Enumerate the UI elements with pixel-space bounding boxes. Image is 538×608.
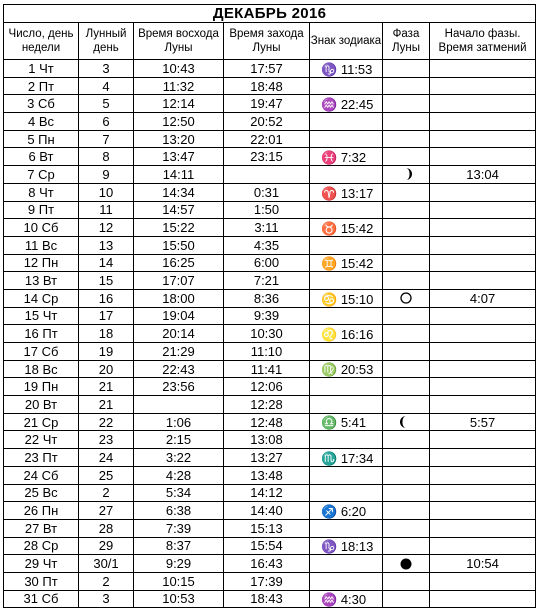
cell-moonset: 18:43 bbox=[224, 590, 310, 608]
cell-lunar-day: 30/1 bbox=[79, 555, 134, 573]
cell-day: 11 Вс bbox=[4, 236, 79, 254]
table-row bbox=[4, 537, 536, 555]
cell-zodiac bbox=[310, 289, 383, 307]
cell-lunar-day: 9 bbox=[79, 166, 134, 184]
cell-phase bbox=[383, 555, 430, 573]
cell-phase-time: 5:57 bbox=[430, 413, 536, 431]
cell-day: 28 Ср bbox=[4, 537, 79, 555]
zodiac-sign-icon: ♏ bbox=[321, 450, 338, 466]
zodiac-time: 7:32 bbox=[340, 150, 367, 166]
cell-phase-time bbox=[430, 148, 536, 166]
cell-phase bbox=[383, 537, 430, 555]
cell-lunar-day: 22 bbox=[79, 413, 134, 431]
cell-phase bbox=[383, 431, 430, 449]
zodiac-sign-icon: ♑ bbox=[321, 539, 338, 555]
cell-day: 6 Вт bbox=[4, 148, 79, 166]
zodiac-sign-icon: ♒ bbox=[321, 97, 338, 113]
cell-moonrise: 20:14 bbox=[134, 325, 224, 343]
zodiac-sign-icon: ♍ bbox=[321, 362, 338, 378]
cell-moonrise: 2:15 bbox=[134, 431, 224, 449]
table-row bbox=[4, 449, 536, 467]
cell-lunar-day: 11 bbox=[79, 201, 134, 219]
cell-zodiac bbox=[310, 166, 383, 184]
zodiac-sign-icon: ♉ bbox=[321, 220, 338, 236]
cell-phase bbox=[383, 449, 430, 467]
cell-phase bbox=[383, 502, 430, 520]
cell-lunar-day: 23 bbox=[79, 431, 134, 449]
table-row bbox=[4, 378, 536, 396]
zodiac-time: 6:20 bbox=[340, 503, 367, 519]
cell-lunar-day: 25 bbox=[79, 466, 134, 484]
last-quarter-moon-icon bbox=[399, 415, 413, 429]
cell-lunar-day: 27 bbox=[79, 502, 134, 520]
cell-day: 27 Вт bbox=[4, 519, 79, 537]
cell-zodiac bbox=[310, 466, 383, 484]
cell-moonset: 18:48 bbox=[224, 77, 310, 95]
table-title: ДЕКАБРЬ 2016 bbox=[4, 5, 536, 23]
cell-day: 5 Пн bbox=[4, 130, 79, 148]
cell-phase bbox=[383, 148, 430, 166]
cell-zodiac bbox=[310, 449, 383, 467]
cell-zodiac bbox=[310, 519, 383, 537]
cell-moonrise: 12:50 bbox=[134, 113, 224, 131]
table-row bbox=[4, 502, 536, 520]
cell-lunar-day: 3 bbox=[79, 590, 134, 608]
cell-zodiac bbox=[310, 130, 383, 148]
cell-phase-time: 13:04 bbox=[430, 166, 536, 184]
cell-zodiac bbox=[310, 502, 383, 520]
cell-phase-time bbox=[430, 519, 536, 537]
cell-day: 16 Пт bbox=[4, 325, 79, 343]
cell-moonset: 12:06 bbox=[224, 378, 310, 396]
cell-day: 14 Ср bbox=[4, 289, 79, 307]
cell-phase bbox=[383, 77, 430, 95]
cell-day: 10 Сб bbox=[4, 219, 79, 237]
zodiac-time: 5:41 bbox=[340, 415, 367, 431]
cell-phase-time bbox=[430, 484, 536, 502]
cell-phase-time bbox=[430, 272, 536, 290]
header-lunar-day: Лунный день bbox=[79, 23, 134, 60]
cell-moonset bbox=[224, 166, 310, 184]
table-row bbox=[4, 95, 536, 113]
zodiac-sign-icon: ♎ bbox=[321, 415, 338, 431]
zodiac-time: 22:45 bbox=[340, 97, 374, 113]
zodiac-sign-icon: ♋ bbox=[321, 291, 338, 307]
zodiac-time: 11:53 bbox=[340, 61, 373, 77]
cell-phase-time bbox=[430, 572, 536, 590]
cell-phase bbox=[383, 113, 430, 131]
cell-phase bbox=[383, 413, 430, 431]
zodiac-sign-icon: ♑ bbox=[321, 61, 338, 77]
table-row bbox=[4, 555, 536, 573]
cell-zodiac bbox=[310, 77, 383, 95]
header-phase-time: Начало фазы. Время затмений bbox=[430, 23, 536, 60]
cell-phase-time bbox=[430, 201, 536, 219]
cell-moonrise: 19:04 bbox=[134, 307, 224, 325]
cell-phase-time bbox=[430, 95, 536, 113]
cell-phase-time bbox=[430, 502, 536, 520]
cell-day: 22 Чт bbox=[4, 431, 79, 449]
cell-moonset: 1:50 bbox=[224, 201, 310, 219]
table-row bbox=[4, 219, 536, 237]
cell-phase bbox=[383, 272, 430, 290]
new-moon-icon bbox=[399, 557, 413, 571]
zodiac-time: 18:13 bbox=[340, 539, 374, 555]
cell-moonset: 3:11 bbox=[224, 219, 310, 237]
cell-zodiac bbox=[310, 537, 383, 555]
cell-day: 24 Сб bbox=[4, 466, 79, 484]
cell-day: 20 Вт bbox=[4, 396, 79, 414]
cell-lunar-day: 5 bbox=[79, 95, 134, 113]
cell-phase-time bbox=[430, 431, 536, 449]
cell-lunar-day: 12 bbox=[79, 219, 134, 237]
cell-moonrise: 6:38 bbox=[134, 502, 224, 520]
cell-phase-time bbox=[430, 537, 536, 555]
cell-zodiac bbox=[310, 60, 383, 78]
cell-moonrise: 15:50 bbox=[134, 236, 224, 254]
cell-moonset: 12:48 bbox=[224, 413, 310, 431]
zodiac-time: 20:53 bbox=[340, 362, 374, 378]
cell-day: 31 Сб bbox=[4, 590, 79, 608]
cell-day: 15 Чт bbox=[4, 307, 79, 325]
cell-moonrise: 4:28 bbox=[134, 466, 224, 484]
cell-day: 23 Пт bbox=[4, 449, 79, 467]
cell-phase-time bbox=[430, 343, 536, 361]
cell-phase-time bbox=[430, 183, 536, 201]
cell-moonset: 23:15 bbox=[224, 148, 310, 166]
cell-phase-time bbox=[430, 396, 536, 414]
cell-phase bbox=[383, 307, 430, 325]
cell-moonset: 15:54 bbox=[224, 537, 310, 555]
cell-lunar-day: 21 bbox=[79, 396, 134, 414]
table-row bbox=[4, 307, 536, 325]
table-row bbox=[4, 325, 536, 343]
cell-moonset: 17:39 bbox=[224, 572, 310, 590]
cell-lunar-day: 3 bbox=[79, 60, 134, 78]
cell-moonrise: 8:37 bbox=[134, 537, 224, 555]
cell-phase bbox=[383, 590, 430, 608]
cell-moonset: 4:35 bbox=[224, 236, 310, 254]
cell-phase bbox=[383, 325, 430, 343]
zodiac-sign-icon: ♓ bbox=[321, 150, 338, 166]
cell-moonset: 13:08 bbox=[224, 431, 310, 449]
header-moonset: Время захода Луны bbox=[224, 23, 310, 60]
cell-moonset: 17:57 bbox=[224, 60, 310, 78]
table-row bbox=[4, 113, 536, 131]
cell-zodiac bbox=[310, 254, 383, 272]
cell-lunar-day: 13 bbox=[79, 236, 134, 254]
cell-phase-time bbox=[430, 449, 536, 467]
cell-lunar-day: 8 bbox=[79, 148, 134, 166]
cell-moonset: 8:36 bbox=[224, 289, 310, 307]
cell-moonrise: 15:22 bbox=[134, 219, 224, 237]
cell-moonrise: 14:57 bbox=[134, 201, 224, 219]
cell-phase bbox=[383, 219, 430, 237]
cell-phase-time bbox=[430, 219, 536, 237]
table-row bbox=[4, 396, 536, 414]
cell-zodiac bbox=[310, 590, 383, 608]
cell-moonset: 15:13 bbox=[224, 519, 310, 537]
cell-zodiac bbox=[310, 219, 383, 237]
cell-moonrise: 3:22 bbox=[134, 449, 224, 467]
zodiac-time: 15:42 bbox=[340, 256, 374, 272]
cell-zodiac bbox=[310, 378, 383, 396]
cell-moonrise: 17:07 bbox=[134, 272, 224, 290]
table-row bbox=[4, 484, 536, 502]
header-row bbox=[4, 23, 536, 60]
cell-zodiac bbox=[310, 95, 383, 113]
cell-moonrise: 18:00 bbox=[134, 289, 224, 307]
cell-phase-time bbox=[430, 254, 536, 272]
zodiac-sign-icon: ♌ bbox=[321, 327, 338, 342]
cell-phase bbox=[383, 572, 430, 590]
cell-moonset: 16:43 bbox=[224, 555, 310, 573]
cell-phase-time bbox=[430, 130, 536, 148]
cell-moonrise: 23:56 bbox=[134, 378, 224, 396]
cell-moonset: 14:12 bbox=[224, 484, 310, 502]
cell-phase-time: 4:07 bbox=[430, 289, 536, 307]
cell-moonrise: 10:15 bbox=[134, 572, 224, 590]
cell-zodiac bbox=[310, 484, 383, 502]
cell-day: 1 Чт bbox=[4, 60, 79, 78]
cell-phase bbox=[383, 201, 430, 219]
cell-zodiac bbox=[310, 201, 383, 219]
cell-day: 21 Ср bbox=[4, 413, 79, 431]
cell-day: 18 Вс bbox=[4, 360, 79, 378]
cell-moonset: 20:52 bbox=[224, 113, 310, 131]
cell-moonset: 14:40 bbox=[224, 502, 310, 520]
cell-day: 8 Чт bbox=[4, 183, 79, 201]
cell-zodiac bbox=[310, 236, 383, 254]
cell-day: 3 Сб bbox=[4, 95, 79, 113]
cell-zodiac bbox=[310, 272, 383, 290]
cell-moonrise: 5:34 bbox=[134, 484, 224, 502]
cell-phase bbox=[383, 360, 430, 378]
cell-phase bbox=[383, 519, 430, 537]
cell-phase bbox=[383, 130, 430, 148]
cell-moonrise: 22:43 bbox=[134, 360, 224, 378]
cell-day: 4 Вс bbox=[4, 113, 79, 131]
header-phase: Фаза Луны bbox=[383, 23, 430, 60]
cell-day: 25 Вс bbox=[4, 484, 79, 502]
cell-phase bbox=[383, 378, 430, 396]
cell-zodiac bbox=[310, 183, 383, 201]
zodiac-time: 16:16 bbox=[340, 327, 374, 342]
table-row bbox=[4, 431, 536, 449]
cell-zodiac bbox=[310, 148, 383, 166]
cell-moonset: 7:21 bbox=[224, 272, 310, 290]
cell-lunar-day: 29 bbox=[79, 537, 134, 555]
table-row bbox=[4, 289, 536, 307]
zodiac-time: 15:42 bbox=[340, 220, 374, 236]
cell-day: 29 Чт bbox=[4, 555, 79, 573]
zodiac-sign-icon: ♊ bbox=[321, 256, 338, 272]
cell-lunar-day: 19 bbox=[79, 343, 134, 361]
cell-lunar-day: 16 bbox=[79, 289, 134, 307]
cell-lunar-day: 28 bbox=[79, 519, 134, 537]
cell-phase-time bbox=[430, 77, 536, 95]
cell-phase bbox=[383, 343, 430, 361]
cell-lunar-day: 7 bbox=[79, 130, 134, 148]
cell-zodiac bbox=[310, 572, 383, 590]
cell-lunar-day: 17 bbox=[79, 307, 134, 325]
cell-moonrise: 12:14 bbox=[134, 95, 224, 113]
cell-moonset: 11:41 bbox=[224, 360, 310, 378]
cell-moonset: 6:00 bbox=[224, 254, 310, 272]
full-moon-icon bbox=[399, 291, 413, 305]
zodiac-sign-icon: ♈ bbox=[321, 185, 338, 201]
header-moonrise: Время восхода Луны bbox=[134, 23, 224, 60]
cell-day: 7 Ср bbox=[4, 166, 79, 184]
cell-phase bbox=[383, 95, 430, 113]
cell-moonset: 19:47 bbox=[224, 95, 310, 113]
header-day: Число, день недели bbox=[4, 23, 79, 60]
cell-lunar-day: 14 bbox=[79, 254, 134, 272]
cell-moonset: 10:30 bbox=[224, 325, 310, 343]
cell-phase-time bbox=[430, 466, 536, 484]
table-row bbox=[4, 77, 536, 95]
cell-moonrise bbox=[134, 396, 224, 414]
cell-moonrise: 1:06 bbox=[134, 413, 224, 431]
table-body bbox=[4, 60, 536, 608]
cell-day: 26 Пн bbox=[4, 502, 79, 520]
cell-moonset: 11:10 bbox=[224, 343, 310, 361]
cell-day: 12 Пн bbox=[4, 254, 79, 272]
moon-calendar-table bbox=[3, 4, 536, 608]
zodiac-sign-icon: ♐ bbox=[321, 503, 338, 519]
cell-moonset: 0:31 bbox=[224, 183, 310, 201]
zodiac-sign-icon: ♒ bbox=[321, 592, 338, 608]
cell-zodiac bbox=[310, 343, 383, 361]
zodiac-time: 13:17 bbox=[340, 185, 374, 201]
cell-phase-time bbox=[430, 307, 536, 325]
cell-lunar-day: 21 bbox=[79, 378, 134, 396]
cell-moonrise: 21:29 bbox=[134, 343, 224, 361]
table-row bbox=[4, 360, 536, 378]
table-row bbox=[4, 166, 536, 184]
table-row bbox=[4, 466, 536, 484]
first-quarter-moon-icon bbox=[399, 167, 413, 181]
cell-moonrise: 14:11 bbox=[134, 166, 224, 184]
cell-phase bbox=[383, 484, 430, 502]
cell-lunar-day: 18 bbox=[79, 325, 134, 343]
cell-lunar-day: 20 bbox=[79, 360, 134, 378]
cell-day: 13 Вт bbox=[4, 272, 79, 290]
cell-phase-time bbox=[430, 590, 536, 608]
cell-moonrise: 13:20 bbox=[134, 130, 224, 148]
cell-moonset: 9:39 bbox=[224, 307, 310, 325]
cell-moonrise: 7:39 bbox=[134, 519, 224, 537]
zodiac-time: 17:34 bbox=[340, 450, 374, 466]
cell-phase-time bbox=[430, 360, 536, 378]
cell-lunar-day: 2 bbox=[79, 572, 134, 590]
table-row bbox=[4, 201, 536, 219]
cell-phase bbox=[383, 466, 430, 484]
cell-phase-time bbox=[430, 113, 536, 131]
cell-zodiac bbox=[310, 413, 383, 431]
cell-moonrise: 11:32 bbox=[134, 77, 224, 95]
cell-phase-time bbox=[430, 60, 536, 78]
table-row bbox=[4, 236, 536, 254]
cell-day: 2 Пт bbox=[4, 77, 79, 95]
cell-moonrise: 16:25 bbox=[134, 254, 224, 272]
cell-moonset: 13:48 bbox=[224, 466, 310, 484]
cell-zodiac bbox=[310, 113, 383, 131]
cell-lunar-day: 15 bbox=[79, 272, 134, 290]
cell-phase bbox=[383, 396, 430, 414]
table-row bbox=[4, 519, 536, 537]
table-row bbox=[4, 343, 536, 361]
cell-phase-time bbox=[430, 325, 536, 343]
table-row bbox=[4, 254, 536, 272]
cell-phase bbox=[383, 236, 430, 254]
cell-zodiac bbox=[310, 325, 383, 343]
cell-moonrise: 13:47 bbox=[134, 148, 224, 166]
cell-moonset: 22:01 bbox=[224, 130, 310, 148]
cell-zodiac bbox=[310, 431, 383, 449]
cell-day: 17 Сб bbox=[4, 343, 79, 361]
cell-zodiac bbox=[310, 555, 383, 573]
cell-phase-time: 10:54 bbox=[430, 555, 536, 573]
cell-phase bbox=[383, 183, 430, 201]
cell-phase-time bbox=[430, 378, 536, 396]
table-row bbox=[4, 572, 536, 590]
cell-day: 30 Пт bbox=[4, 572, 79, 590]
cell-moonrise: 10:53 bbox=[134, 590, 224, 608]
cell-phase bbox=[383, 289, 430, 307]
table-row bbox=[4, 413, 536, 431]
cell-day: 19 Пн bbox=[4, 378, 79, 396]
cell-zodiac bbox=[310, 396, 383, 414]
table-row bbox=[4, 272, 536, 290]
cell-moonrise: 9:29 bbox=[134, 555, 224, 573]
cell-zodiac bbox=[310, 307, 383, 325]
cell-zodiac bbox=[310, 360, 383, 378]
table-row bbox=[4, 130, 536, 148]
cell-phase bbox=[383, 166, 430, 184]
cell-moonrise: 14:34 bbox=[134, 183, 224, 201]
cell-moonrise: 10:43 bbox=[134, 60, 224, 78]
header-zodiac: Знак зодиака bbox=[310, 23, 383, 60]
cell-phase-time bbox=[430, 236, 536, 254]
cell-lunar-day: 4 bbox=[79, 77, 134, 95]
cell-day: 9 Пт bbox=[4, 201, 79, 219]
table-row bbox=[4, 148, 536, 166]
table-row bbox=[4, 590, 536, 608]
table-row bbox=[4, 183, 536, 201]
cell-lunar-day: 6 bbox=[79, 113, 134, 131]
cell-lunar-day: 10 bbox=[79, 183, 134, 201]
cell-moonset: 12:28 bbox=[224, 396, 310, 414]
cell-phase bbox=[383, 60, 430, 78]
cell-phase bbox=[383, 254, 430, 272]
zodiac-time: 4:30 bbox=[340, 592, 367, 608]
table-row bbox=[4, 60, 536, 78]
zodiac-time: 15:10 bbox=[340, 291, 374, 307]
cell-lunar-day: 24 bbox=[79, 449, 134, 467]
cell-lunar-day: 2 bbox=[79, 484, 134, 502]
cell-moonset: 13:27 bbox=[224, 449, 310, 467]
